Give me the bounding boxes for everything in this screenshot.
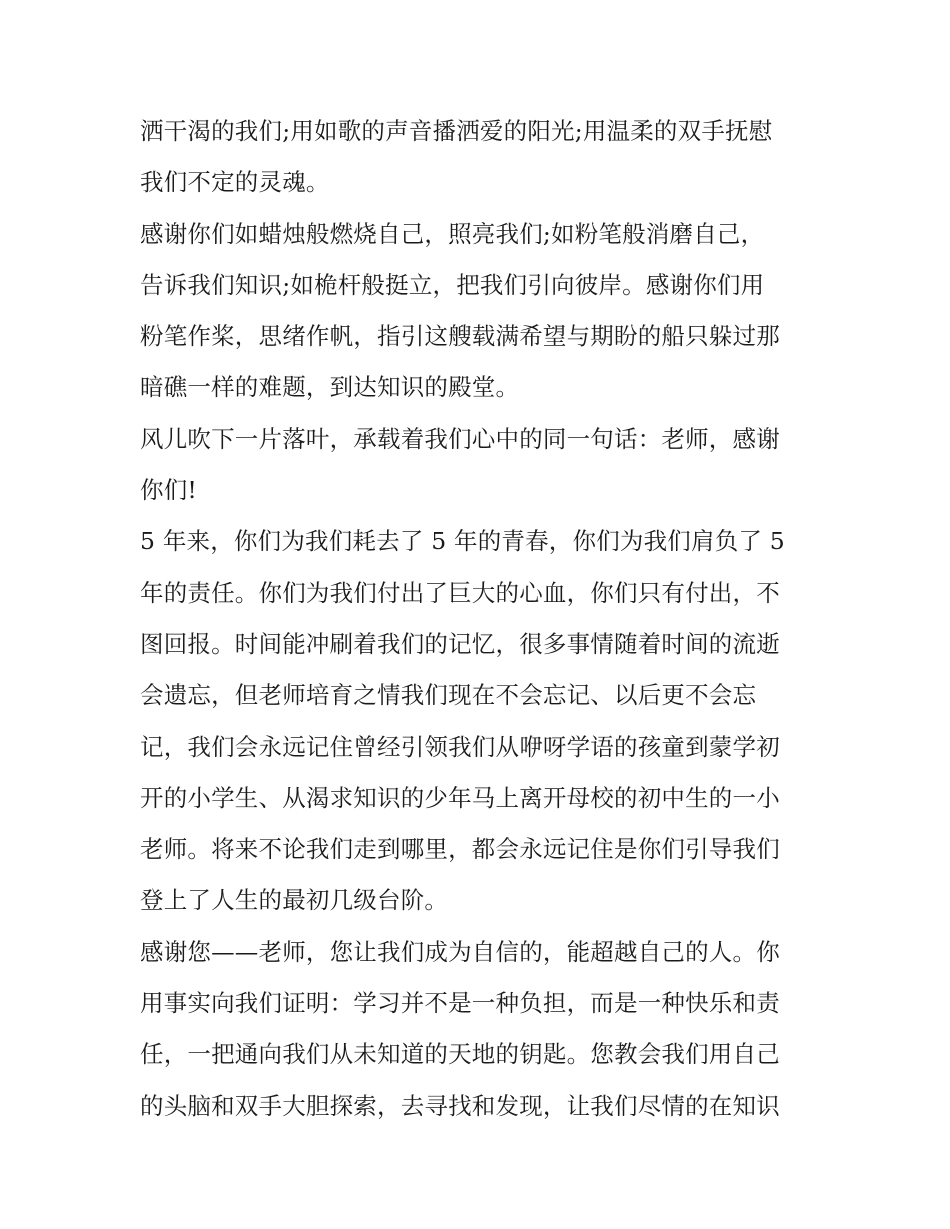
text-line: 任，一把通向我们从未知道的天地的钥匙。您教会我们用自己 (140, 1040, 780, 1069)
text-line: 开的小学生、从渴求知识的少年马上离开母校的初中生的一小 (140, 783, 780, 812)
text-line: 老师。将来不论我们走到哪里，都会永远记住是你们引导我们 (140, 835, 780, 864)
text-line: 5 年来，你们为我们耗去了 5 年的青春，你们为我们肩负了 5 (140, 527, 785, 556)
text-line: 风儿吹下一片落叶，承载着我们心中的同一句话：老师，感谢 (140, 424, 780, 453)
text-line: 你们! (140, 476, 198, 505)
text-line: 我们不定的灵魂。 (140, 168, 330, 197)
text-line: 暗礁一样的难题，到达知识的殿堂。 (140, 373, 520, 402)
text-line: 用事实向我们证明：学习并不是一种负担，而是一种快乐和责 (140, 989, 780, 1018)
text-line: 洒干渴的我们;用如歌的声音播洒爱的阳光;用温柔的双手抚慰 (140, 117, 773, 145)
text-line: 告诉我们知识;如桅杆般挺立，把我们引向彼岸。感谢你们用 (140, 270, 765, 299)
text-line: 粉笔作桨，思绪作帆，指引这艘载满希望与期盼的船只躲过那 (140, 322, 780, 351)
text-line: 记，我们会永远记住曾经引领我们从咿呀学语的孩童到蒙学初 (140, 732, 780, 761)
text-line: 年的责任。你们为我们付出了巨大的心血，你们只有付出，不 (140, 578, 780, 607)
text-line: 会遗忘，但老师培育之情我们现在不会忘记、以后更不会忘 (140, 681, 757, 710)
text-line: 的头脑和双手大胆探索，去寻找和发现，让我们尽情的在知识 (140, 1091, 780, 1120)
text-line: 感谢你们如蜡烛般燃烧自己，照亮我们;如粉笔般消磨自己， (140, 219, 765, 248)
text-line: 感谢您——老师，您让我们成为自信的，能超越自己的人。你 (140, 937, 780, 966)
text-line: 登上了人生的最初几级台阶。 (140, 886, 449, 915)
document-body (140, 106, 820, 1132)
text-line: 图回报。时间能冲刷着我们的记忆，很多事情随着时间的流逝 (140, 629, 780, 658)
